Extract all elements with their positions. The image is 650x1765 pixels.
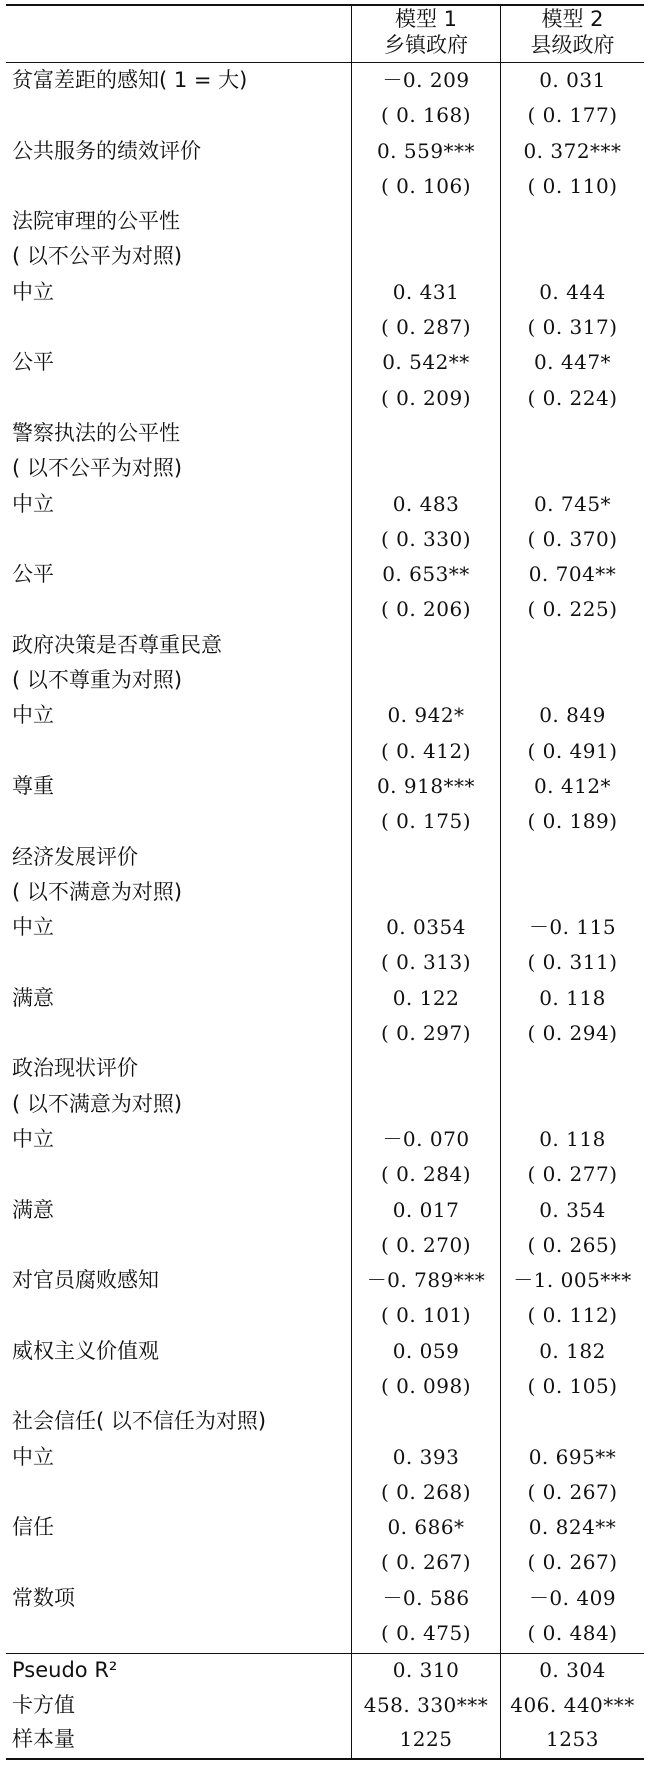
table-row	[0, 910, 650, 945]
model2-value: 0. 118	[539, 1126, 606, 1151]
table-row	[0, 592, 650, 627]
model2-value: ( 0. 265)	[527, 1232, 618, 1257]
model2-value: －1. 005***	[513, 1268, 632, 1293]
row-label: ( 以不满意为对照)	[12, 879, 183, 904]
row-label: 贫富差距的感知( 1 = 大)	[12, 68, 248, 92]
model1-value: 0. 017	[392, 1197, 460, 1222]
table-row	[0, 945, 650, 980]
model1-value: －0. 209	[382, 68, 470, 92]
model2-value: 406. 440***	[510, 1692, 635, 1717]
model2-value: ( 0. 294)	[527, 1021, 618, 1046]
row-label: 满意	[12, 985, 54, 1010]
row-label: ( 以不满意为对照)	[12, 1091, 183, 1116]
model1-value: ( 0. 412)	[380, 738, 472, 763]
model1-value	[352, 628, 500, 663]
model2-value	[501, 1087, 644, 1122]
model2-value: 0. 704**	[528, 562, 617, 587]
model2-value: 0. 304	[539, 1658, 606, 1682]
table-row	[0, 875, 650, 910]
model1-value: 0. 431	[392, 279, 460, 304]
model2-value: ( 0. 225)	[527, 597, 618, 622]
table-row	[0, 204, 650, 239]
row-label: 法院审理的公平性	[12, 209, 180, 234]
model1-value: 0. 686*	[387, 1515, 465, 1540]
model1-value: 0. 542**	[382, 350, 470, 375]
model1-value: 0. 483	[392, 491, 460, 516]
table-row	[0, 1510, 650, 1545]
model1-subtitle: 乡镇政府	[384, 33, 468, 57]
model1-value: 0. 059	[392, 1338, 460, 1363]
row-label: 公平	[12, 562, 54, 587]
model1-value: －0. 586	[382, 1585, 470, 1610]
table-row	[0, 769, 650, 804]
model2-value: ( 0. 189)	[527, 809, 618, 834]
model2-value: 0. 447*	[533, 350, 612, 375]
model2-value: －0. 115	[528, 915, 617, 940]
row-label: 公共服务的绩效评价	[12, 138, 201, 163]
row-label: 中立	[12, 491, 54, 516]
model2-value: 0. 849	[539, 703, 606, 728]
model1-value	[352, 875, 500, 910]
model1-value: 0. 0354	[386, 915, 466, 940]
model2-value: 1253	[546, 1727, 599, 1751]
model1-value: ( 0. 475)	[380, 1621, 472, 1646]
model1-value: ( 0. 106)	[380, 173, 472, 198]
table-row	[0, 663, 650, 698]
model2-value: ( 0. 267)	[527, 1479, 618, 1504]
model2-value: ( 0. 110)	[527, 173, 618, 198]
model2-value: 0. 695**	[528, 1444, 617, 1469]
model1-value: 0. 122	[392, 985, 460, 1010]
model2-value: ( 0. 311)	[527, 950, 618, 975]
table-row	[0, 1545, 650, 1580]
table-row	[0, 1157, 650, 1192]
model2-value: －0. 409	[528, 1585, 617, 1610]
model2-value: 0. 824**	[528, 1515, 617, 1540]
table-row	[0, 1016, 650, 1051]
row-label: 中立	[12, 703, 54, 728]
model1-value	[352, 239, 500, 274]
table-row	[0, 981, 650, 1016]
model1-value: 0. 559***	[376, 138, 476, 163]
row-label: ( 以不公平为对照)	[12, 244, 183, 269]
table-row	[0, 1369, 650, 1404]
model2-value	[501, 663, 644, 698]
table-row	[0, 1404, 650, 1439]
table-row	[0, 345, 650, 380]
row-label: ( 以不公平为对照)	[12, 456, 183, 481]
model2-value	[501, 239, 644, 274]
model2-value: ( 0. 491)	[527, 738, 618, 763]
model2-value	[501, 416, 644, 451]
model1-value: ( 0. 313)	[380, 950, 472, 975]
model1-value: ( 0. 101)	[380, 1303, 472, 1328]
model2-value	[501, 875, 644, 910]
model2-subtitle: 县级政府	[530, 33, 615, 57]
model1-value: ( 0. 098)	[380, 1373, 472, 1398]
model2-value: ( 0. 177)	[527, 103, 618, 128]
row-label: 中立	[12, 1444, 54, 1469]
table-row	[0, 239, 650, 274]
table-row	[0, 1263, 650, 1298]
model1-value	[352, 840, 500, 875]
table-row	[0, 416, 650, 451]
model1-value: ( 0. 270)	[380, 1232, 472, 1257]
model2-value: ( 0. 105)	[527, 1373, 618, 1398]
model2-value: 0. 745*	[533, 491, 612, 516]
table-row	[0, 134, 650, 169]
model1-value: ( 0. 168)	[380, 103, 472, 128]
table-row	[0, 1193, 650, 1228]
row-label: 公平	[12, 350, 54, 375]
model2-value: ( 0. 317)	[527, 315, 618, 340]
row-label: ( 以不尊重为对照)	[12, 668, 183, 693]
table-body	[0, 63, 650, 1651]
table-row	[0, 98, 650, 133]
table-row	[0, 804, 650, 839]
table-row	[0, 1228, 650, 1263]
footer-rule	[6, 1653, 644, 1654]
table-row	[0, 1722, 650, 1757]
model1-value: －0. 789***	[366, 1268, 486, 1293]
model2-value: ( 0. 370)	[527, 526, 618, 551]
model2-value	[501, 840, 644, 875]
model2-value: ( 0. 484)	[527, 1621, 618, 1646]
model1-value: 0. 393	[392, 1444, 460, 1469]
row-label: 政府决策是否尊重民意	[12, 632, 222, 657]
table-row	[0, 1334, 650, 1369]
model1-value	[352, 1051, 500, 1086]
table-row	[0, 1440, 650, 1475]
model1-value: ( 0. 284)	[380, 1162, 472, 1187]
row-label: 社会信任( 以不信任为对照)	[12, 1409, 267, 1434]
model2-value: ( 0. 224)	[527, 385, 618, 410]
table-row	[0, 1051, 650, 1086]
model1-value	[352, 451, 500, 486]
row-label: 对官员腐败感知	[12, 1268, 159, 1293]
model1-value: ( 0. 330)	[380, 526, 472, 551]
model1-value: ( 0. 267)	[380, 1550, 472, 1575]
model2-value: ( 0. 267)	[527, 1550, 618, 1575]
table-row	[0, 63, 650, 98]
row-label: 警察执法的公平性	[12, 420, 180, 445]
model2-value: ( 0. 277)	[527, 1162, 618, 1187]
row-label: 常数项	[12, 1585, 75, 1610]
model2-value: 0. 444	[539, 279, 606, 304]
model1-value	[352, 663, 500, 698]
model1-value	[352, 1087, 500, 1122]
row-label: Pseudo R²	[12, 1658, 118, 1682]
model1-value	[352, 204, 500, 239]
table-row	[0, 1616, 650, 1651]
model2-value	[501, 628, 644, 663]
row-label: 样本量	[12, 1727, 75, 1751]
model1-value: 0. 942*	[387, 703, 465, 728]
model1-value: ( 0. 287)	[380, 315, 472, 340]
model2-value: ( 0. 112)	[527, 1303, 618, 1328]
table-row	[0, 840, 650, 875]
model2-value	[501, 1404, 644, 1439]
table-row	[0, 1087, 650, 1122]
model1-value: 458. 330***	[363, 1692, 489, 1717]
model1-value: 0. 918***	[376, 773, 476, 798]
model1-value: ( 0. 268)	[380, 1479, 472, 1504]
model1-value	[352, 416, 500, 451]
table-row	[0, 451, 650, 486]
row-label: 卡方值	[12, 1692, 75, 1717]
table-row	[0, 1298, 650, 1333]
model1-value: ( 0. 297)	[380, 1021, 472, 1046]
model2-value	[501, 1051, 644, 1086]
model1-value: ( 0. 206)	[380, 597, 472, 622]
row-label: 尊重	[12, 773, 54, 798]
model2-value: 0. 182	[539, 1338, 606, 1363]
table-row	[0, 169, 650, 204]
model2-value: 0. 354	[539, 1197, 606, 1222]
table-row	[0, 275, 650, 310]
table-row	[0, 1475, 650, 1510]
model1-value: ( 0. 209)	[380, 385, 472, 410]
model2-value	[501, 451, 644, 486]
model1-value: 1225	[399, 1727, 453, 1751]
model1-value: 0. 310	[392, 1658, 460, 1682]
table-row	[0, 1581, 650, 1616]
table-row	[0, 522, 650, 557]
table-row	[0, 1688, 650, 1723]
model1-value: ( 0. 175)	[380, 809, 472, 834]
model2-value: 0. 118	[539, 985, 606, 1010]
table-bottom-rule	[6, 1758, 644, 1760]
table-row	[0, 1122, 650, 1157]
table-row	[0, 628, 650, 663]
row-label: 中立	[12, 915, 54, 940]
table-row	[0, 557, 650, 592]
model2-value: 0. 412*	[533, 773, 612, 798]
model2-value: 0. 031	[539, 68, 606, 92]
table-footer	[0, 1653, 650, 1757]
model1-title: 模型 1	[394, 7, 458, 31]
row-label: 满意	[12, 1197, 54, 1222]
row-label: 政治现状评价	[12, 1056, 138, 1081]
row-label: 中立	[12, 1126, 54, 1151]
row-label: 威权主义价值观	[12, 1338, 159, 1363]
row-label: 中立	[12, 279, 54, 304]
row-label: 经济发展评价	[12, 844, 138, 869]
row-label: 信任	[12, 1515, 54, 1540]
table-row	[0, 734, 650, 769]
table-row	[0, 698, 650, 733]
model2-value	[501, 204, 644, 239]
model1-value: －0. 070	[382, 1126, 470, 1151]
table-row	[0, 310, 650, 345]
table-row	[0, 487, 650, 522]
model2-title: 模型 2	[541, 7, 604, 31]
model1-value	[352, 1404, 500, 1439]
table-row	[0, 1653, 650, 1688]
model2-value: 0. 372***	[523, 138, 622, 163]
table-row	[0, 381, 650, 416]
model1-value: 0. 653**	[382, 562, 470, 587]
